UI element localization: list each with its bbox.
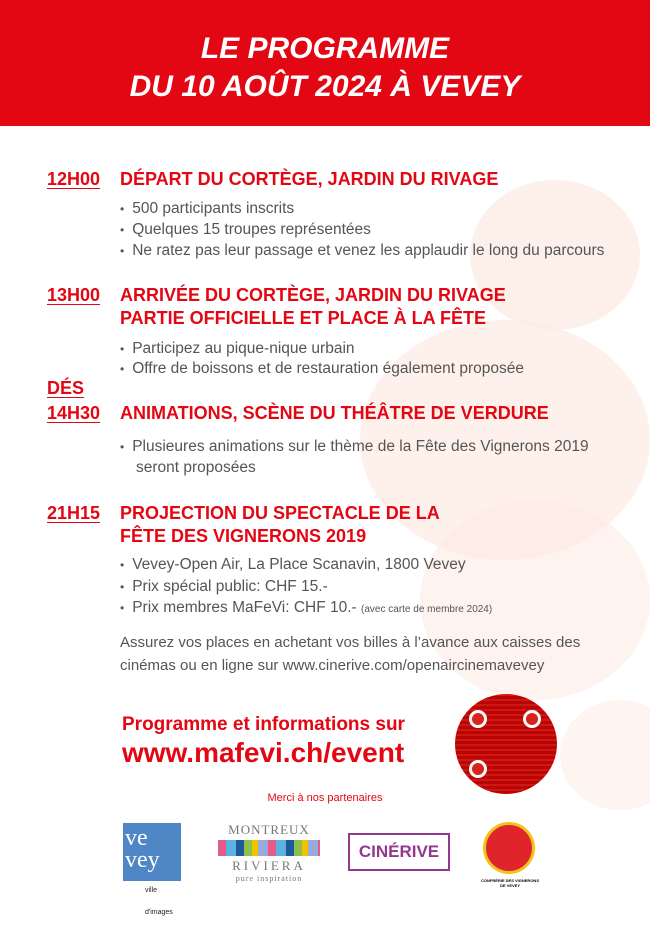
logo-text: RIVIERA: [232, 858, 306, 873]
header-banner: [0, 0, 650, 126]
title-line-1: LE PROGRAMME: [200, 32, 450, 65]
info-label: Programme et informations sur: [122, 714, 405, 735]
bullet: • Quelques 15 troupes représentées: [120, 221, 371, 239]
bullet: • Vevey-Open Air, La Place Scanavin, 1800 Vevey: [120, 556, 466, 574]
event-title: PROJECTION DU SPECTACLE DE LA: [120, 503, 440, 523]
logo-text: vey: [125, 847, 160, 873]
bullet-continuation: seront proposées: [136, 459, 256, 476]
bullet: [120, 599, 492, 617]
montreux-riviera-logo: [218, 822, 320, 883]
qr-eye: [523, 710, 541, 728]
event-time: 13H00: [47, 285, 101, 305]
bullet: • 500 participants inscrits: [120, 200, 294, 218]
vevey-logo: [123, 823, 181, 916]
qr-eye: [469, 710, 487, 728]
event-time: 14H30: [47, 403, 101, 423]
event-time: 12H00: [47, 169, 101, 189]
bullet: • Offre de boissons et de restauration également proposée: [120, 360, 524, 378]
event-title: PARTIE OFFICIELLE ET PLACE À LA FÊTE: [120, 308, 487, 328]
logo-text: pure inspiration: [235, 874, 303, 883]
qr-eye: [469, 760, 487, 778]
logo-text: ville d'images: [145, 887, 173, 916]
event-title: ARRIVÉE DU CORTÈGE, JARDIN DU RIVAGE: [120, 285, 506, 305]
info-url-link[interactable]: www.mafevi.ch/event: [122, 737, 405, 768]
bullet-text: Prix membres MaFeVi: CHF 10.-: [132, 599, 357, 616]
bullet-note: (avec carte de membre 2024): [361, 604, 493, 615]
confrerie-logo: [483, 822, 535, 874]
confrerie-label: CONFRÉRIE DES VIGNERONS DE VEVEY: [480, 878, 539, 888]
bullet: • Plusieures animations sur le thème de la Fête des Vignerons 2019: [120, 438, 589, 456]
color-stripes: [218, 840, 320, 856]
bullet: • Participez au pique-nique urbain: [120, 340, 355, 358]
bullet: • Ne ratez pas leur passage et venez les applaudir le long du parcours: [120, 242, 604, 260]
logo-text: MONTREUX: [228, 822, 310, 837]
paragraph-line: cinémas ou en ligne sur www.cinerive.com/openaircinemavevey: [120, 657, 545, 674]
title-line-2: DU 10 AOÛT 2024 À VEVEY: [129, 70, 521, 103]
event-time-prefix: DÉS: [47, 378, 85, 398]
cinerive-logo: CINÉRIVE: [348, 833, 450, 871]
event-title: ANIMATIONS, SCÈNE DU THÉÂTRE DE VERDURE: [120, 403, 549, 423]
event-title: FÊTE DES VIGNERONS 2019: [120, 526, 367, 546]
paragraph-line: Assurez vos places en achetant vos billes à l’avance aux caisses des: [120, 634, 581, 651]
qr-code[interactable]: [455, 694, 557, 794]
event-title: DÉPART DU CORTÈGE, JARDIN DU RIVAGE: [120, 169, 499, 189]
event-time: 21H15: [47, 503, 101, 523]
logo-text: ve: [125, 825, 148, 851]
bullet: • Prix spécial public: CHF 15.-: [120, 578, 328, 596]
partners-label: Merci à nos partenaires: [267, 792, 383, 804]
